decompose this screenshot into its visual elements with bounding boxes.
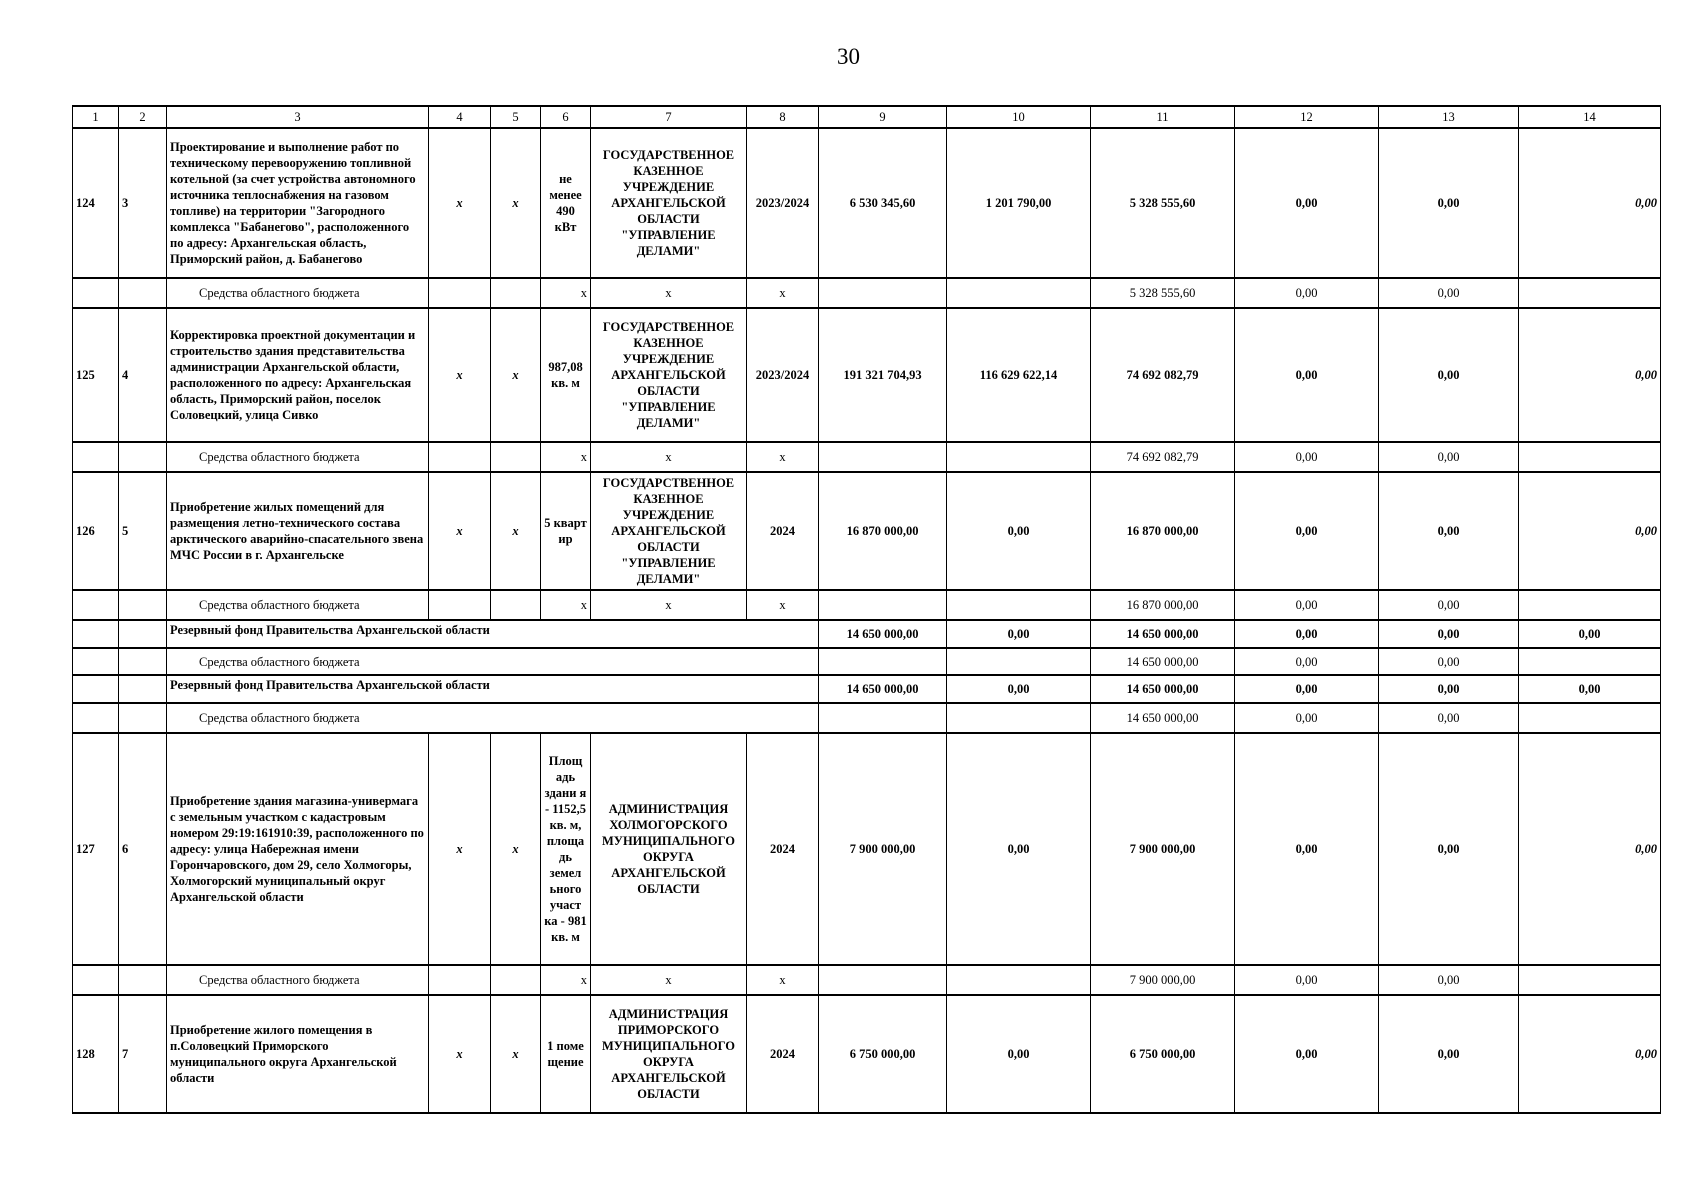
mark-x: x	[591, 590, 747, 620]
sub-col12: 0,00	[1235, 965, 1379, 995]
row-number: 126	[73, 472, 119, 590]
empty-cell	[491, 442, 541, 472]
empty-cell	[73, 675, 119, 703]
cell-col4: х	[429, 995, 491, 1113]
reserve-fund-label: Резервный фонд Правительства Архангельской области	[167, 620, 819, 648]
cell-col14: 0,00	[1519, 620, 1661, 648]
table-row-125	[73, 308, 1661, 442]
empty-cell	[947, 590, 1091, 620]
cell-col4: х	[429, 128, 491, 278]
cell-col14: 0,00	[1519, 995, 1661, 1113]
item-number: 5	[119, 472, 167, 590]
cell-col10: 0,00	[947, 995, 1091, 1113]
funding-source: Средства областного бюджета	[167, 965, 429, 995]
cell-col5: х	[491, 995, 541, 1113]
mark-x: x	[541, 442, 591, 472]
empty-cell	[819, 278, 947, 308]
empty-cell	[819, 703, 947, 733]
sub-col12: 0,00	[1235, 590, 1379, 620]
total-cost: 16 870 000,00	[819, 472, 947, 590]
empty-cell	[1519, 965, 1661, 995]
object-name: Приобретение жилых помещений для размещения летно-технического состава арктического аварийно-спасательного звена МЧС России в г. Архангельске	[167, 472, 429, 590]
cell-col13: 0,00	[1379, 308, 1519, 442]
cell-col12: 0,00	[1235, 620, 1379, 648]
col-header: 3	[167, 106, 429, 128]
table-row-126	[73, 472, 1661, 590]
mark-x: x	[747, 278, 819, 308]
col-header: 2	[119, 106, 167, 128]
object-name: Приобретение жилого помещения в п.Соловецкий Приморского муниципального округа Архангельской области	[167, 995, 429, 1113]
item-number: 7	[119, 995, 167, 1113]
empty-cell	[1519, 442, 1661, 472]
row-number: 124	[73, 128, 119, 278]
cell-col10: 0,00	[947, 733, 1091, 965]
empty-cell	[1519, 278, 1661, 308]
cell-col11: 14 650 000,00	[1091, 620, 1235, 648]
sub-col11: 7 900 000,00	[1091, 965, 1235, 995]
empty-cell	[947, 442, 1091, 472]
cell-col5: х	[491, 733, 541, 965]
object-name: Корректировка проектной документации и строительство здания представительства администрации Архангельской области, расположенного по адресу: Архангельская область, Приморский район, поселок Соловецкий, улица Сивко	[167, 308, 429, 442]
sub-col12: 0,00	[1235, 442, 1379, 472]
col-header: 10	[947, 106, 1091, 128]
empty-cell	[119, 675, 167, 703]
empty-cell	[119, 278, 167, 308]
capacity: не менее 490 кВт	[541, 128, 591, 278]
cell-col11: 7 900 000,00	[1091, 733, 1235, 965]
empty-cell	[119, 590, 167, 620]
funding-source: Средства областного бюджета	[167, 703, 819, 733]
sub-col13: 0,00	[1379, 442, 1519, 472]
empty-cell	[119, 620, 167, 648]
empty-cell	[819, 590, 947, 620]
mark-x: x	[541, 590, 591, 620]
organization: ГОСУДАРСТВЕННОЕ КАЗЕННОЕ УЧРЕЖДЕНИЕ АРХАНГЕЛЬСКОЙ ОБЛАСТИ "УПРАВЛЕНИЕ ДЕЛАМИ"	[591, 308, 747, 442]
total-cost: 7 900 000,00	[819, 733, 947, 965]
cell-col10: 0,00	[947, 472, 1091, 590]
cell-col11: 14 650 000,00	[1091, 675, 1235, 703]
cell-col11: 74 692 082,79	[1091, 308, 1235, 442]
empty-cell	[491, 278, 541, 308]
item-number: 3	[119, 128, 167, 278]
col-header: 1	[73, 106, 119, 128]
budget-table	[72, 105, 1661, 1114]
mark-x: x	[541, 965, 591, 995]
cell-col14: 0,00	[1519, 733, 1661, 965]
capacity: 987,08 кв. м	[541, 308, 591, 442]
cell-col13: 0,00	[1379, 733, 1519, 965]
col-header: 5	[491, 106, 541, 128]
total-cost: 6 750 000,00	[819, 995, 947, 1113]
cell-col14: 0,00	[1519, 128, 1661, 278]
page-number: 30	[837, 44, 860, 69]
mark-x: x	[591, 442, 747, 472]
cell-col5: х	[491, 308, 541, 442]
table-row-126-sub	[73, 590, 1661, 620]
sub-col12: 0,00	[1235, 703, 1379, 733]
cell-col12: 0,00	[1235, 733, 1379, 965]
cell-col5: х	[491, 472, 541, 590]
empty-cell	[1519, 648, 1661, 675]
sub-col11: 16 870 000,00	[1091, 590, 1235, 620]
item-number: 6	[119, 733, 167, 965]
capacity: 5 кварт ир	[541, 472, 591, 590]
empty-cell	[429, 965, 491, 995]
empty-cell	[1519, 703, 1661, 733]
cell-col10: 0,00	[947, 620, 1091, 648]
cell-col4: х	[429, 733, 491, 965]
empty-cell	[119, 965, 167, 995]
row-number: 128	[73, 995, 119, 1113]
sub-col11: 14 650 000,00	[1091, 648, 1235, 675]
cell-col5: х	[491, 128, 541, 278]
empty-cell	[73, 278, 119, 308]
empty-cell	[73, 648, 119, 675]
object-name: Проектирование и выполнение работ по техническому перевооружению топливной котельной (за счет устройства автономного источника теплоснабжения на газовом топливе) на территории "Загородного комплекса "Бабанегово", расположенного по адресу: Архангельская область, Приморский район, д. Бабанегово	[167, 128, 429, 278]
funding-source: Средства областного бюджета	[167, 648, 819, 675]
empty-cell	[429, 590, 491, 620]
empty-cell	[73, 703, 119, 733]
row-number: 125	[73, 308, 119, 442]
organization: ГОСУДАРСТВЕННОЕ КАЗЕННОЕ УЧРЕЖДЕНИЕ АРХАНГЕЛЬСКОЙ ОБЛАСТИ "УПРАВЛЕНИЕ ДЕЛАМИ"	[591, 128, 747, 278]
col-header: 12	[1235, 106, 1379, 128]
table-row-125-sub	[73, 442, 1661, 472]
cell-col13: 0,00	[1379, 472, 1519, 590]
empty-cell	[73, 590, 119, 620]
mark-x: x	[591, 278, 747, 308]
reserve-fund-sub-row	[73, 703, 1661, 733]
empty-cell	[947, 965, 1091, 995]
sub-col13: 0,00	[1379, 703, 1519, 733]
total-cost: 14 650 000,00	[819, 620, 947, 648]
empty-cell	[73, 965, 119, 995]
total-cost: 14 650 000,00	[819, 675, 947, 703]
funding-source: Средства областного бюджета	[167, 442, 429, 472]
empty-cell	[947, 278, 1091, 308]
mark-x: x	[747, 442, 819, 472]
empty-cell	[119, 703, 167, 733]
reserve-fund-row	[73, 620, 1661, 648]
sub-col11: 5 328 555,60	[1091, 278, 1235, 308]
cell-col14: 0,00	[1519, 308, 1661, 442]
empty-cell	[819, 965, 947, 995]
sub-col13: 0,00	[1379, 965, 1519, 995]
cell-col12: 0,00	[1235, 995, 1379, 1113]
item-number: 4	[119, 308, 167, 442]
reserve-fund-row	[73, 675, 1661, 703]
cell-col14: 0,00	[1519, 472, 1661, 590]
total-cost: 191 321 704,93	[819, 308, 947, 442]
col-header: 9	[819, 106, 947, 128]
cell-col11: 5 328 555,60	[1091, 128, 1235, 278]
col-header: 8	[747, 106, 819, 128]
table-row-127	[73, 733, 1661, 965]
table-row-127-sub	[73, 965, 1661, 995]
empty-cell	[429, 442, 491, 472]
capacity: 1 поме щение	[541, 995, 591, 1113]
empty-cell	[73, 442, 119, 472]
cell-col12: 0,00	[1235, 675, 1379, 703]
cell-col4: х	[429, 308, 491, 442]
object-name: Приобретение здания магазина-универмага с земельным участком с кадастровым номером 29:19:161910:39, расположенного по адресу: улица Набережная имени Горончаровского, дом 29, село Холмогоры, Холмогорский муниципальный округ Архангельской области	[167, 733, 429, 965]
table-row-124	[73, 128, 1661, 278]
empty-cell	[491, 965, 541, 995]
reserve-fund-sub-row	[73, 648, 1661, 675]
cell-col13: 0,00	[1379, 995, 1519, 1113]
mark-x: x	[541, 278, 591, 308]
empty-cell	[819, 442, 947, 472]
column-number-row	[73, 106, 1661, 128]
cell-col12: 0,00	[1235, 472, 1379, 590]
empty-cell	[119, 442, 167, 472]
empty-cell	[947, 703, 1091, 733]
cell-col10: 116 629 622,14	[947, 308, 1091, 442]
total-cost: 6 530 345,60	[819, 128, 947, 278]
years: 2024	[747, 733, 819, 965]
years: 2024	[747, 995, 819, 1113]
table-row-124-sub	[73, 278, 1661, 308]
cell-col13: 0,00	[1379, 128, 1519, 278]
cell-col12: 0,00	[1235, 308, 1379, 442]
cell-col4: х	[429, 472, 491, 590]
funding-source: Средства областного бюджета	[167, 278, 429, 308]
cell-col13: 0,00	[1379, 675, 1519, 703]
empty-cell	[73, 620, 119, 648]
years: 2023/2024	[747, 128, 819, 278]
years: 2023/2024	[747, 308, 819, 442]
organization: АДМИНИСТРАЦИЯ ХОЛМОГОРСКОГО МУНИЦИПАЛЬНОГО ОКРУГА АРХАНГЕЛЬСКОЙ ОБЛАСТИ	[591, 733, 747, 965]
col-header: 13	[1379, 106, 1519, 128]
col-header: 7	[591, 106, 747, 128]
capacity: Площ адь здани я - 1152,5 кв. м, площа дь земел ьного участ ка - 981 кв. м	[541, 733, 591, 965]
mark-x: x	[747, 965, 819, 995]
sub-col11: 14 650 000,00	[1091, 703, 1235, 733]
mark-x: x	[591, 965, 747, 995]
sub-col12: 0,00	[1235, 278, 1379, 308]
col-header: 6	[541, 106, 591, 128]
mark-x: x	[747, 590, 819, 620]
reserve-fund-label: Резервный фонд Правительства Архангельской области	[167, 675, 819, 703]
sub-col13: 0,00	[1379, 648, 1519, 675]
empty-cell	[1519, 590, 1661, 620]
col-header: 11	[1091, 106, 1235, 128]
cell-col13: 0,00	[1379, 620, 1519, 648]
empty-cell	[491, 590, 541, 620]
sub-col11: 74 692 082,79	[1091, 442, 1235, 472]
cell-col10: 1 201 790,00	[947, 128, 1091, 278]
empty-cell	[429, 278, 491, 308]
cell-col14: 0,00	[1519, 675, 1661, 703]
years: 2024	[747, 472, 819, 590]
cell-col11: 6 750 000,00	[1091, 995, 1235, 1113]
sub-col13: 0,00	[1379, 278, 1519, 308]
cell-col12: 0,00	[1235, 128, 1379, 278]
empty-cell	[819, 648, 947, 675]
empty-cell	[119, 648, 167, 675]
sub-col13: 0,00	[1379, 590, 1519, 620]
empty-cell	[947, 648, 1091, 675]
sub-col12: 0,00	[1235, 648, 1379, 675]
col-header: 14	[1519, 106, 1661, 128]
row-number: 127	[73, 733, 119, 965]
col-header: 4	[429, 106, 491, 128]
table-row-128	[73, 995, 1661, 1113]
organization: ГОСУДАРСТВЕННОЕ КАЗЕННОЕ УЧРЕЖДЕНИЕ АРХАНГЕЛЬСКОЙ ОБЛАСТИ "УПРАВЛЕНИЕ ДЕЛАМИ"	[591, 472, 747, 590]
funding-source: Средства областного бюджета	[167, 590, 429, 620]
cell-col11: 16 870 000,00	[1091, 472, 1235, 590]
organization: АДМИНИСТРАЦИЯ ПРИМОРСКОГО МУНИЦИПАЛЬНОГО ОКРУГА АРХАНГЕЛЬСКОЙ ОБЛАСТИ	[591, 995, 747, 1113]
cell-col10: 0,00	[947, 675, 1091, 703]
